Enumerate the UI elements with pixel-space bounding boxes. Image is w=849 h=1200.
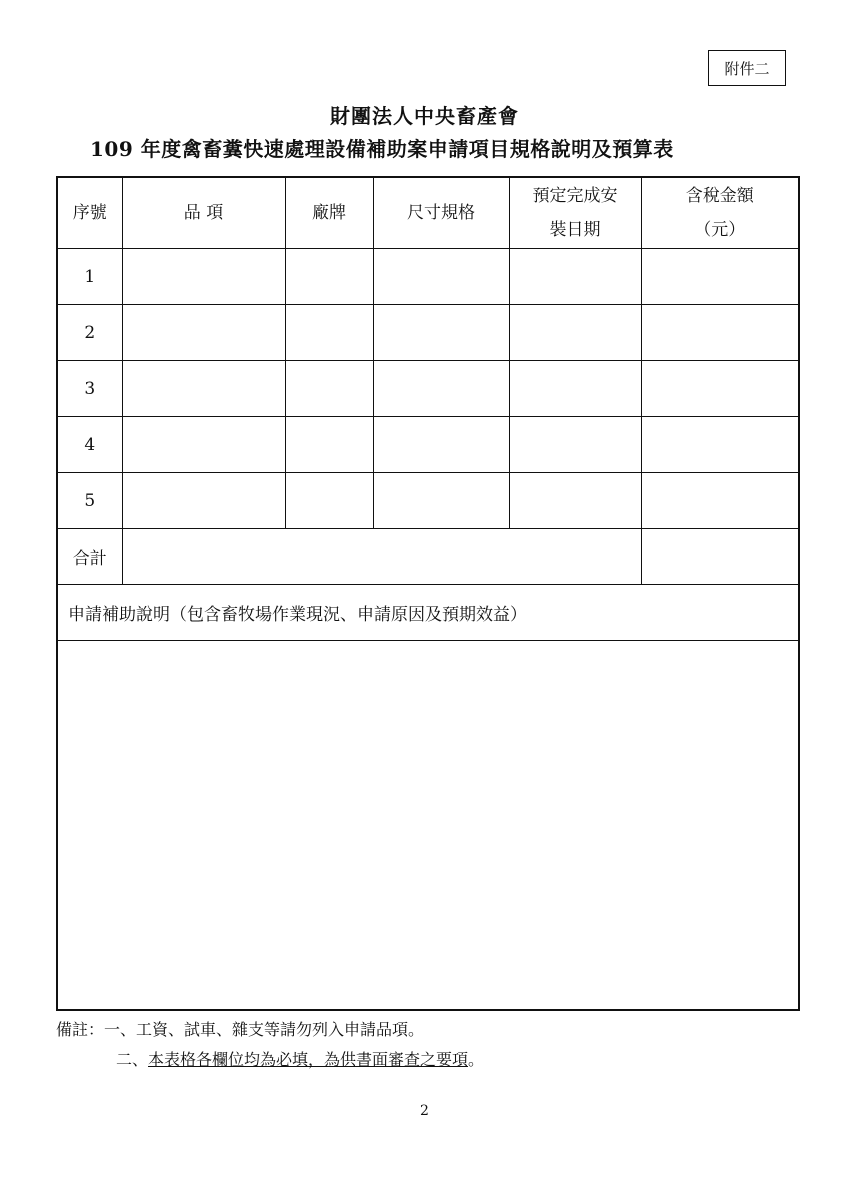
attachment-label: 附件二 [708,50,786,86]
amount-cell[interactable] [641,305,799,361]
notes-section [56,1015,484,1075]
date-cell[interactable] [509,417,641,473]
amount-cell[interactable] [641,361,799,417]
item-cell[interactable] [122,473,285,529]
amount-cell[interactable] [641,473,799,529]
header-completion-date-line1: 預定完成安 [532,186,618,206]
brand-cell[interactable] [285,361,373,417]
form-title: 109 年度禽畜糞快速處理設備補助案申請項目規格說明及預算表 [90,137,674,161]
explanation-body-row [57,641,799,1011]
table-row [57,361,799,417]
brand-cell[interactable] [285,249,373,305]
item-cell[interactable] [122,249,285,305]
header-completion-date [509,177,641,249]
organization-name: 財團法人中央畜產會 [330,104,519,128]
size-cell[interactable] [373,417,509,473]
notes-prefix: 備註： [56,1020,105,1039]
note-item-2-underlined: 本表格各欄位均為必填，為供書面審查之要項 [148,1050,469,1069]
row-number: 3 [57,361,122,417]
table-row [57,417,799,473]
date-cell[interactable] [509,249,641,305]
item-cell[interactable] [122,417,285,473]
size-cell[interactable] [373,249,509,305]
size-cell[interactable] [373,305,509,361]
table-header-row [57,177,799,249]
explanation-label: 申請補助說明（包含畜牧場作業現況、申請原因及預期效益） [57,585,799,641]
total-blank-cell [122,529,641,585]
brand-cell[interactable] [285,417,373,473]
header-brand: 廠牌 [285,177,373,249]
header-item: 品 項 [122,177,285,249]
note-item-1: 一、工資、試車、雜支等請勿列入申請品項。 [104,1020,425,1039]
explanation-input-area[interactable] [57,641,799,1011]
note-line-2 [56,1045,484,1075]
header-size: 尺寸規格 [373,177,509,249]
header-completion-date-line2: 裝日期 [549,220,601,240]
page-number: 2 [420,1103,429,1119]
item-cell[interactable] [122,305,285,361]
brand-cell[interactable] [285,305,373,361]
total-row [57,529,799,585]
explanation-header-row [57,585,799,641]
size-cell[interactable] [373,361,509,417]
budget-table [56,176,800,1011]
note-item-2-suffix: 。 [468,1050,485,1069]
amount-cell[interactable] [641,417,799,473]
row-number: 4 [57,417,122,473]
note-line-1 [56,1015,484,1045]
note-item-2-prefix: 二、 [116,1050,149,1069]
header-amount-line2: （元） [694,220,746,240]
header-seq: 序號 [57,177,122,249]
date-cell[interactable] [509,305,641,361]
amount-cell[interactable] [641,249,799,305]
date-cell[interactable] [509,473,641,529]
brand-cell[interactable] [285,473,373,529]
item-cell[interactable] [122,361,285,417]
size-cell[interactable] [373,473,509,529]
row-number: 1 [57,249,122,305]
table-row [57,249,799,305]
date-cell[interactable] [509,361,641,417]
table-row [57,473,799,529]
row-number: 2 [57,305,122,361]
header-amount-line1: 含稅金額 [685,186,754,206]
row-number: 5 [57,473,122,529]
header-amount [641,177,799,249]
total-label: 合計 [57,529,122,585]
table-row [57,305,799,361]
total-amount-cell[interactable] [641,529,799,585]
